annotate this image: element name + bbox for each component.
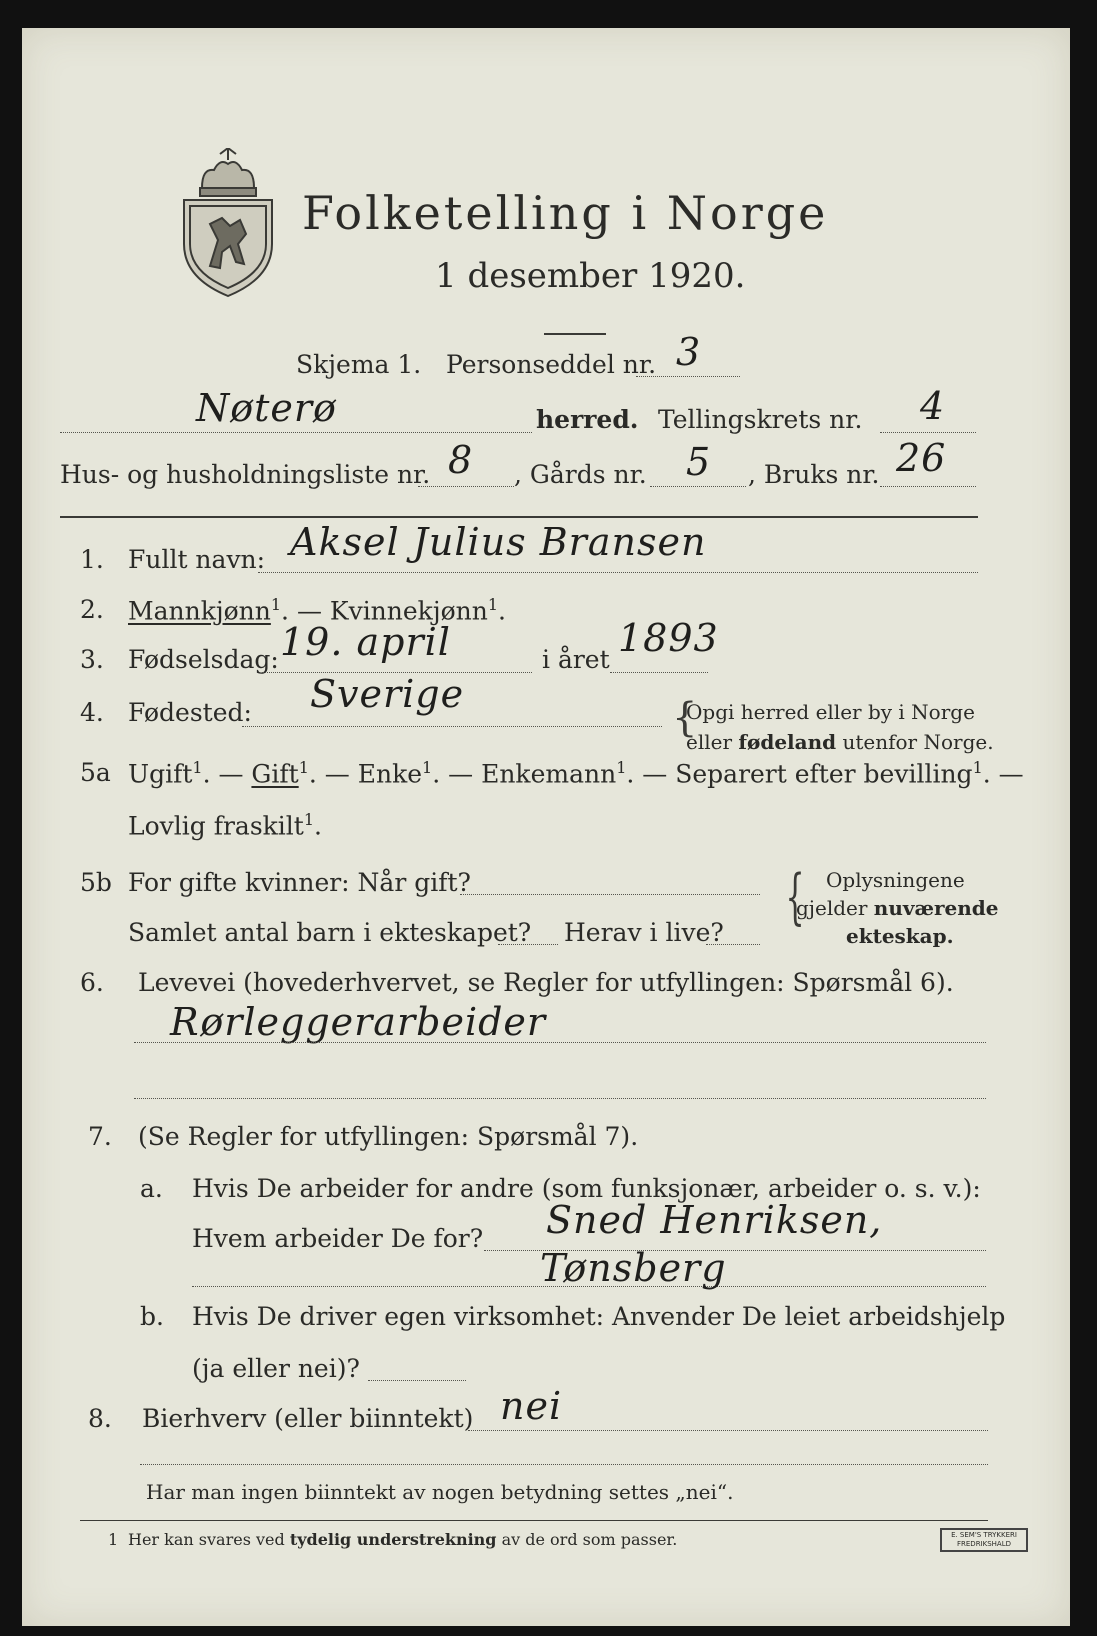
q2-female-option[interactable]: Kvinnekjønn: [329, 596, 488, 626]
tellingskrets-line: [880, 432, 976, 433]
printer-stamp: E. SEM'S TRYKKERI FREDRIKSHALD: [940, 1528, 1028, 1552]
q1-label: Fullt navn:: [128, 545, 266, 574]
q7-number: 7.: [88, 1122, 112, 1151]
q6-line-1: [134, 1042, 986, 1043]
q7a-value-2: Tønsberg: [540, 1246, 727, 1290]
herred-label: herred.: [536, 405, 639, 434]
herred-value: Nøterø: [196, 386, 337, 430]
q4-brace: {: [672, 695, 698, 741]
q4-label: Fødested:: [128, 698, 252, 727]
q5a-enkemann-option[interactable]: Enkemann: [481, 759, 617, 789]
q3-label: Fødselsdag:: [128, 645, 279, 674]
q4-line: [242, 726, 662, 727]
q4-number: 4.: [80, 698, 104, 727]
q7b-line: [368, 1380, 466, 1381]
footnote-divider: [80, 1520, 988, 1521]
q8-label: Bierhverv (eller biinntekt): [142, 1404, 474, 1433]
header-divider: [60, 516, 978, 518]
q5b-note-3: ekteskap.: [846, 924, 954, 948]
q7-label: (Se Regler for utfyllingen: Spørsmål 7).: [138, 1122, 639, 1151]
q6-line-2: [134, 1098, 986, 1099]
q5a-options: Ugift$^1$. — Gift$^1$. — Enke$^1$. — Enkemann$^1$. — Separert efter bevilling$^1$. —: [128, 758, 1024, 789]
gards-label: , Gårds nr.: [514, 460, 647, 489]
q3-year-label: i året: [542, 645, 610, 674]
q5b-number: 5b: [80, 868, 112, 897]
title-divider: [544, 333, 606, 335]
q5b-alive-line: [706, 944, 760, 945]
bruks-label: , Bruks nr.: [748, 460, 880, 489]
q5b-married-line: [460, 894, 760, 895]
q5a-ugift-option[interactable]: Ugift: [128, 759, 193, 789]
coat-of-arms-icon: [180, 148, 276, 298]
q4-note-1: Opgi herred eller by i Norge: [686, 700, 975, 724]
q2-number: 2.: [80, 595, 104, 624]
q5a-separert-option[interactable]: Separert efter bevilling: [675, 759, 973, 789]
q5a-lovlig-option[interactable]: Lovlig fraskilt$^1$.: [128, 810, 322, 841]
hus-label: Hus- og husholdningsliste nr.: [60, 460, 431, 489]
footnote-number: 1: [108, 1530, 119, 1549]
q5b-children-label: Samlet antal barn i ekteskapet?: [128, 918, 532, 947]
herred-line: [60, 432, 532, 433]
q7a-letter: a.: [140, 1174, 163, 1203]
footer-divider: [140, 1464, 988, 1465]
q7a-text: Hvis De arbeider for andre (som funksjonær, arbeider o. s. v.):: [192, 1174, 981, 1203]
q4-value: Sverige: [310, 672, 465, 716]
q7b-text: Hvis De driver egen virksomhet: Anvender De leiet arbeidshjelp: [192, 1302, 1006, 1331]
q3-year-value: 1893: [618, 616, 719, 660]
q3-day-value: 19. april: [280, 620, 451, 664]
footnote-text: Her kan svares ved tydelig understrekning av de ord som passer.: [128, 1530, 678, 1549]
hus-line: [418, 486, 514, 487]
q7a-question: Hvem arbeider De for?: [192, 1224, 484, 1253]
q5b-married-label: For gifte kvinner: Når gift?: [128, 868, 471, 897]
personseddel-value: 3: [676, 330, 702, 374]
q5a-enke-option[interactable]: Enke: [357, 759, 423, 789]
tellingskrets-label: Tellingskrets nr.: [658, 405, 863, 434]
q6-value: Rørleggerarbeider: [170, 1000, 547, 1044]
bruks-line: [880, 486, 976, 487]
q6-label: Levevei (hovederhvervet, se Regler for utfyllingen: Spørsmål 6).: [138, 968, 954, 997]
q8-line: [468, 1430, 988, 1431]
form-title: Folketelling i Norge: [302, 186, 829, 240]
footer-note: Har man ingen biinntekt av nogen betydning settes „nei“.: [146, 1480, 734, 1504]
form-date: 1 desember 1920.: [435, 256, 746, 296]
q6-number: 6.: [80, 968, 104, 997]
q7a-value-1: Sned Henriksen,: [546, 1198, 883, 1242]
personseddel-line: [636, 376, 740, 377]
q5b-alive-label: Herav i live?: [564, 918, 724, 947]
gards-value: 5: [686, 440, 712, 484]
q5b-children-line: [498, 944, 558, 945]
q7b-letter: b.: [140, 1302, 164, 1331]
tellingskrets-value: 4: [920, 384, 946, 428]
skjema-label: Skjema 1.: [296, 350, 422, 379]
q1-value: Aksel Julius Bransen: [290, 520, 707, 564]
q1-number: 1.: [80, 545, 104, 574]
q7b-question: (ja eller nei)?: [192, 1354, 360, 1383]
q5b-brace: {: [785, 862, 805, 932]
bruks-value: 26: [896, 436, 947, 480]
q5a-number: 5a: [80, 758, 111, 787]
q3-number: 3.: [80, 645, 104, 674]
q1-line: [258, 572, 978, 573]
q2-options: Mannkjønn$^1$. — Kvinnekjønn$^1$.: [128, 595, 506, 626]
q8-number: 8.: [88, 1404, 112, 1433]
personseddel-label: Personseddel nr.: [446, 350, 657, 379]
q8-value: nei: [500, 1384, 563, 1428]
q5b-note-2: gjelder nuværende: [796, 896, 999, 920]
q4-note-2: eller fødeland utenfor Norge.: [686, 730, 994, 754]
q5a-gift-option[interactable]: Gift: [251, 759, 299, 789]
q3-year-line: [610, 672, 708, 673]
q2-male-option[interactable]: Mannkjønn: [128, 596, 271, 626]
q5b-note-1: Oplysningene: [826, 868, 965, 892]
gards-line: [650, 486, 746, 487]
hus-value: 8: [448, 438, 474, 482]
